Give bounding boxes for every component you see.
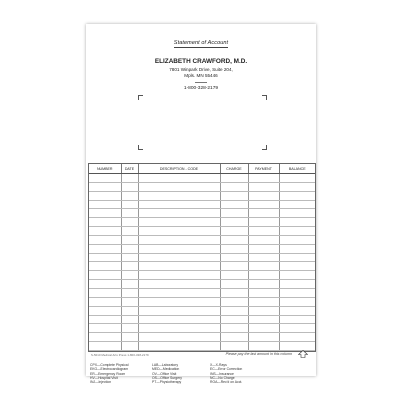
ledger-cell — [220, 297, 248, 306]
ledger-cell — [89, 182, 121, 191]
ledger-cell — [248, 306, 279, 315]
legend-item: INJ—Injection — [90, 380, 112, 385]
ledger-cell — [121, 315, 138, 324]
ledger-cell — [121, 333, 138, 342]
legend-item: EKG—Electrocardiogram — [90, 367, 129, 372]
ledger-cell — [138, 182, 220, 191]
ledger-cell — [279, 342, 315, 351]
legend-item: ER—Emergency Room — [90, 371, 126, 376]
ledger-cell — [279, 174, 315, 183]
ledger-cell — [279, 227, 315, 236]
window-corner-mark — [262, 145, 267, 150]
phone-number: 1-800-328-2179 — [183, 86, 219, 91]
ledger-cell — [138, 200, 220, 209]
ledger-cell — [89, 244, 121, 253]
ledger-cell — [89, 315, 121, 324]
ledger-cell — [248, 235, 279, 244]
ledger-cell — [248, 333, 279, 342]
ledger-cell — [220, 235, 248, 244]
ledger-cell — [89, 297, 121, 306]
ledger-cell — [220, 209, 248, 218]
address-line-1: 7801 Winpark Drive, Suite 204, — [169, 67, 233, 72]
ledger-row — [89, 271, 315, 280]
title-underline — [174, 47, 228, 48]
ledger-cell — [279, 200, 315, 209]
ledger-cell — [121, 288, 138, 297]
ledger-table-box — [88, 163, 316, 352]
form-number: S-5010 Medical Arts Press 1-800-328-2179 — [91, 353, 149, 357]
ledger-row — [89, 280, 315, 289]
ledger-cell — [89, 342, 121, 351]
ledger-cell — [121, 227, 138, 236]
ledger-cell — [121, 253, 138, 262]
ledger-cell — [248, 297, 279, 306]
divider — [195, 82, 207, 83]
ledger-cell — [248, 342, 279, 351]
ledger-cell — [279, 271, 315, 280]
ledger-cell — [138, 191, 220, 200]
ledger-cell — [89, 209, 121, 218]
ledger-cell — [121, 209, 138, 218]
ledger-cell — [138, 324, 220, 333]
column-header-description: DESCRIPTION - CODE — [138, 164, 220, 174]
ledger-cell — [220, 182, 248, 191]
ledger-cell — [138, 209, 220, 218]
window-corner-mark — [138, 145, 143, 150]
ledger-cell — [89, 235, 121, 244]
ledger-cell — [279, 218, 315, 227]
ledger-row — [89, 315, 315, 324]
ledger-row — [89, 253, 315, 262]
ledger-cell — [89, 262, 121, 271]
ledger-cell — [279, 324, 315, 333]
legend-item: CPX—Complete Physical — [90, 363, 129, 367]
ledger-row — [89, 288, 315, 297]
ledger-cell — [121, 182, 138, 191]
ledger-row — [89, 218, 315, 227]
column-header-balance: BALANCE — [279, 164, 315, 174]
column-header-charge: CHARGE — [220, 164, 248, 174]
ledger-row — [89, 191, 315, 200]
ledger-cell — [138, 306, 220, 315]
ledger-cell — [220, 200, 248, 209]
ledger-cell — [138, 333, 220, 342]
ledger-cell — [279, 297, 315, 306]
ledger-cell — [121, 271, 138, 280]
ledger-cell — [220, 262, 248, 271]
ledger-cell — [121, 262, 138, 271]
pay-note: Please pay the last amount in this column — [225, 352, 292, 356]
window-corner-mark — [138, 95, 143, 100]
ledger-cell — [138, 280, 220, 289]
ledger-cell — [220, 174, 248, 183]
legend-column — [90, 363, 128, 384]
ledger-cell — [89, 253, 121, 262]
doctor-name: ELIZABETH CRAWFORD, M.D. — [154, 58, 248, 65]
ledger-cell — [121, 306, 138, 315]
ledger-row — [89, 333, 315, 342]
ledger-cell — [279, 244, 315, 253]
ledger-cell — [248, 280, 279, 289]
legend-item: NC—No Charge — [210, 375, 235, 380]
legend-item: ROA—Rec'd on Acct. — [210, 380, 243, 385]
ledger-cell — [138, 342, 220, 351]
ledger-cell — [89, 218, 121, 227]
ledger-cell — [248, 324, 279, 333]
ledger-cell — [279, 235, 315, 244]
ledger-cell — [121, 218, 138, 227]
ledger-row — [89, 342, 315, 351]
legend-column — [210, 363, 242, 384]
ledger-cell — [279, 209, 315, 218]
ledger-cell — [279, 262, 315, 271]
ledger-cell — [89, 306, 121, 315]
ledger-cell — [89, 280, 121, 289]
ledger-cell — [248, 200, 279, 209]
ledger-row — [89, 182, 315, 191]
ledger-cell — [248, 271, 279, 280]
ledger-cell — [220, 288, 248, 297]
ledger-cell — [220, 342, 248, 351]
ledger-table — [89, 164, 315, 351]
ledger-cell — [138, 297, 220, 306]
ledger-cell — [279, 315, 315, 324]
window-corner-mark — [262, 95, 267, 100]
ledger-cell — [121, 297, 138, 306]
ledger-body — [89, 174, 315, 351]
ledger-cell — [248, 244, 279, 253]
ledger-cell — [248, 288, 279, 297]
ledger-cell — [279, 253, 315, 262]
ledger-cell — [138, 227, 220, 236]
document-title: Statement of Account — [173, 40, 229, 46]
ledger-cell — [89, 333, 121, 342]
ledger-header-row — [89, 164, 315, 174]
arrow-up-icon — [298, 350, 308, 358]
ledger-row — [89, 324, 315, 333]
ledger-cell — [279, 182, 315, 191]
legend-item: X—X-Rays — [210, 363, 227, 367]
ledger-cell — [220, 253, 248, 262]
ledger-cell — [279, 288, 315, 297]
ledger-cell — [248, 209, 279, 218]
ledger-row — [89, 306, 315, 315]
ledger-cell — [89, 227, 121, 236]
ledger-cell — [89, 200, 121, 209]
ledger-cell — [138, 174, 220, 183]
ledger-cell — [220, 324, 248, 333]
ledger-cell — [248, 227, 279, 236]
ledger-cell — [220, 315, 248, 324]
ledger-row — [89, 174, 315, 183]
ledger-cell — [279, 306, 315, 315]
ledger-cell — [121, 174, 138, 183]
legend-item: LAB—Laboratory — [152, 363, 179, 367]
ledger-row — [89, 200, 315, 209]
ledger-cell — [89, 191, 121, 200]
legend-item: HV—Hospital Visit — [90, 375, 118, 380]
ledger-cell — [279, 333, 315, 342]
ledger-cell — [248, 315, 279, 324]
ledger-cell — [89, 174, 121, 183]
address-line-2: Mpls. MN 55446 — [184, 73, 218, 78]
legend-item: MED—Medication — [152, 367, 180, 372]
ledger-cell — [121, 191, 138, 200]
ledger-cell — [248, 262, 279, 271]
legend-item: PT—Physiotherapy — [152, 380, 182, 385]
column-header-date: DATE — [121, 164, 138, 174]
ledger-cell — [138, 271, 220, 280]
ledger-cell — [138, 235, 220, 244]
ledger-cell — [220, 244, 248, 253]
ledger-cell — [138, 288, 220, 297]
legend-item: OS—Office Surgery — [152, 375, 182, 380]
ledger-cell — [138, 218, 220, 227]
ledger-row — [89, 209, 315, 218]
column-header-number: NUMBER — [89, 164, 121, 174]
ledger-cell — [248, 253, 279, 262]
ledger-cell — [138, 262, 220, 271]
ledger-cell — [121, 244, 138, 253]
ledger-cell — [279, 280, 315, 289]
ledger-cell — [248, 191, 279, 200]
ledger-cell — [220, 280, 248, 289]
ledger-cell — [121, 200, 138, 209]
legend-item: INS—Insurance — [210, 371, 234, 376]
ledger-cell — [138, 253, 220, 262]
ledger-cell — [248, 174, 279, 183]
legend-item: EC—Error Correction — [210, 367, 243, 372]
ledger-row — [89, 244, 315, 253]
ledger-cell — [138, 244, 220, 253]
ledger-cell — [220, 191, 248, 200]
ledger-cell — [220, 271, 248, 280]
ledger-row — [89, 297, 315, 306]
ledger-cell — [89, 324, 121, 333]
ledger-row — [89, 227, 315, 236]
legend-item: OV—Office Visit — [152, 371, 177, 376]
statement-sheet — [86, 24, 316, 385]
ledger-cell — [121, 235, 138, 244]
ledger-cell — [89, 288, 121, 297]
ledger-cell — [138, 315, 220, 324]
ledger-cell — [279, 191, 315, 200]
ledger-cell — [220, 218, 248, 227]
ledger-row — [89, 235, 315, 244]
legend-column — [152, 363, 182, 384]
ledger-cell — [220, 306, 248, 315]
ledger-row — [89, 262, 315, 271]
ledger-cell — [121, 280, 138, 289]
ledger-cell — [248, 182, 279, 191]
ledger-cell — [121, 324, 138, 333]
ledger-cell — [220, 227, 248, 236]
column-header-payment: PAYMENT — [248, 164, 279, 174]
ledger-cell — [248, 218, 279, 227]
ledger-cell — [220, 333, 248, 342]
ledger-cell — [89, 271, 121, 280]
ledger-cell — [121, 342, 138, 351]
